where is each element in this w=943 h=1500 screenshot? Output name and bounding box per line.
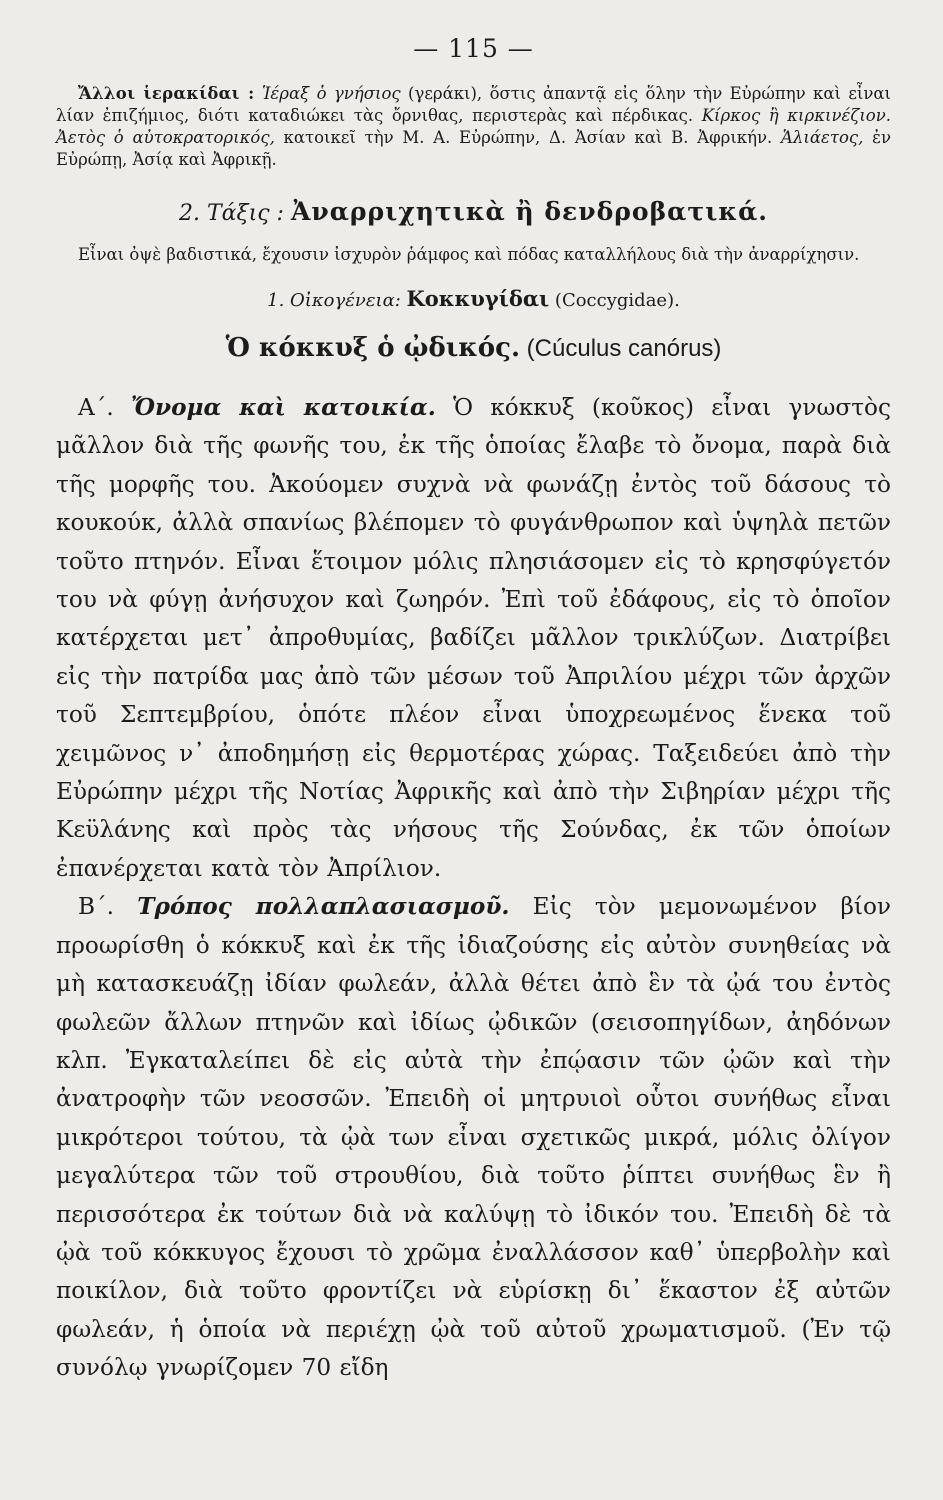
section-b-paragraph bbox=[56, 888, 891, 1387]
intro-paragraph bbox=[56, 83, 891, 171]
family-latin: (Coccygidae). bbox=[549, 290, 680, 311]
order-heading bbox=[56, 197, 891, 226]
species-heading bbox=[56, 333, 891, 363]
family-name: Κοκκυγίδαι bbox=[406, 286, 550, 311]
family-heading bbox=[56, 286, 891, 311]
section-a-heading: Ὄνομα καὶ κατοικία. bbox=[131, 394, 436, 421]
section-a-label: Α΄. bbox=[78, 394, 131, 421]
order-prefix: 2. Τάξις : bbox=[178, 201, 291, 226]
intro-italic-1: Ἱέραξ ὁ γνήσιος bbox=[261, 84, 401, 103]
species-latin-name: (Cúculus canórus) bbox=[520, 335, 722, 362]
intro-text-d: κατοικεῖ τὴν Μ. Α. Εὐρώπην, Δ. Ἀσίαν καὶ Β. Ἀφρικήν. bbox=[274, 128, 781, 147]
section-a-paragraph bbox=[56, 389, 891, 888]
intro-text-b: (γεράκι), ὅστις ἀπαντᾷ εἰς ὅλην τὴν Εὐρώπην καὶ εἶναι λίαν ἐπιζήμιος, διότι καταδιώκει τὰς ὄρνιθας, περιστερὰς καὶ πέρδικας. bbox=[56, 84, 891, 125]
section-b-heading: Τρόπος πολλαπλασιασμοῦ. bbox=[137, 893, 510, 921]
species-greek-name: Ὁ κόκκυξ ὁ ᾠδικός. bbox=[225, 333, 520, 363]
intro-text-a bbox=[255, 84, 262, 103]
order-description: Εἶναι ὀψὲ βαδιστικά, ἔχουσιν ἰσχυρὸν ῥάμφος καὶ πόδας καταλλήλους διὰ τὴν ἀναρρίχησιν. bbox=[78, 245, 860, 264]
family-prefix: 1. Οἰκογένεια: bbox=[267, 290, 407, 311]
intro-italic-3: Ἀετὸς ὁ αὐτοκρατορικός, bbox=[56, 128, 275, 147]
intro-italic-2: Κίρκος ἢ κιρκινέζιον. bbox=[701, 106, 891, 125]
section-a-text: Ὁ κόκκυξ (κοῦκος) εἶναι γνωστὸς μᾶλλον διὰ τῆς φωνῆς του, ἐκ τῆς ὁποίας ἔλαβε τὸ ὄνομα, παρὰ διὰ τῆς μορφῆς του. Ἀκούομεν συχνὰ νὰ φωνάζῃ ἐντὸς τοῦ δάσους τὸ κουκούκ, ἀλλὰ σπανίως βλέπομεν τὸ φυγάνθρωπον καὶ ὑψηλὰ πετῶν τοῦτο πτηνόν. Εἶναι ἕτοιμον μόλις πλησιάσομεν εἰς τὸ κρησφύγετόν του νὰ φύγῃ ἀνήσυχον καὶ ζωηρόν. Ἐπὶ τοῦ ἐδάφους, εἰς τὸ ὁποῖον κατέρχεται μετ᾿ ἀπροθυμίας, βαδίζει μᾶλλον τρικλύζων. Διατρίβει εἰς τὴν πατρίδα μας ἀπὸ τῶν μέσων τοῦ Ἀπριλίου μέχρι τῶν ἀρχῶν τοῦ Σεπτεμβρίου, ὁπότε πλέον εἶναι ὑποχρεωμένος ἕνεκα τοῦ χειμῶνος ν᾿ ἀποδημήσῃ εἰς θερμοτέρας χώρας. Ταξειδεύει ἀπὸ τὴν Εὐρώπην μέχρι τῆς Νοτίας Ἀφρικῆς καὶ ἀπὸ τὴν Σιβηρίαν μέχρι τῆς Κεϋλάνης καὶ πρὸς τὰς νήσους τῆς Σούνδας, ἐκ τῶν ὁποίων ἐπανέρχεται κατὰ τὸν Ἀπρίλιον. bbox=[56, 394, 891, 882]
section-b-label: Β΄. bbox=[78, 893, 138, 921]
intro-lead: Ἄλλοι ἱερακίδαι : bbox=[78, 84, 255, 103]
intro-italic-4: Ἁλιάετος, bbox=[780, 128, 864, 147]
section-b-text: Εἰς τὸν μεμονωμένον βίον προωρίσθη ὁ κόκκυξ καὶ ἐκ τῆς ἰδιαζούσης εἰς αὐτὸν συνηθείας νὰ μὴ κατασκευάζῃ ἰδίαν φωλεάν, ἀλλὰ θέτει ἀπὸ ἓν τὰ ᾠά του ἐντὸς φωλεῶν ἄλλων πτηνῶν καὶ ἰδίως ᾠδικῶν (σεισοπηγίδων, ἀηδόνων κλπ. Ἐγκαταλείπει δὲ εἰς αὐτὰ τὴν ἐπῴασιν τῶν ᾠῶν καὶ τὴν ἀνατροφὴν τῶν νεοσσῶν. Ἐπειδὴ οἱ μητρυιοὶ οὗτοι συνήθως εἶναι μικρότεροι τούτου, τὰ ᾠὰ των εἶναι σχετικῶς μικρά, μόλις ὀλίγον μεγαλύτερα τῶν τοῦ στρουθίου, διὰ τοῦτο ῥίπτει συνήθως ἓν ἢ περισσότερα ἐκ τούτων διὰ νὰ καλύψῃ τὸ ἰδικόν του. Ἐπειδὴ δὲ τὰ ᾠὰ τοῦ κόκκυγος ἔχουσι τὸ χρῶμα ἐναλλάσσον καθ᾿ ὑπερβολὴν καὶ ποικίλον, διὰ τοῦτο φροντίζει νὰ εὑρίσκῃ δι᾿ ἕκαστον ἐξ αὐτῶν φωλεάν, ἡ ὁποία νὰ περιέχῃ ᾠὰ τοῦ αὐτοῦ χρωματισμοῦ. (Ἐν τῷ συνόλῳ γνωρίζομεν 70 εἴδη bbox=[56, 893, 892, 1382]
page-number: — 115 — bbox=[413, 34, 534, 63]
intro-text-e: ἐν Εὐρώπῃ, Ἀσίᾳ καὶ Ἀφρικῇ. bbox=[56, 128, 891, 169]
order-title: Ἀναρριχητικὰ ἢ δενδροβατικά. bbox=[290, 197, 769, 226]
